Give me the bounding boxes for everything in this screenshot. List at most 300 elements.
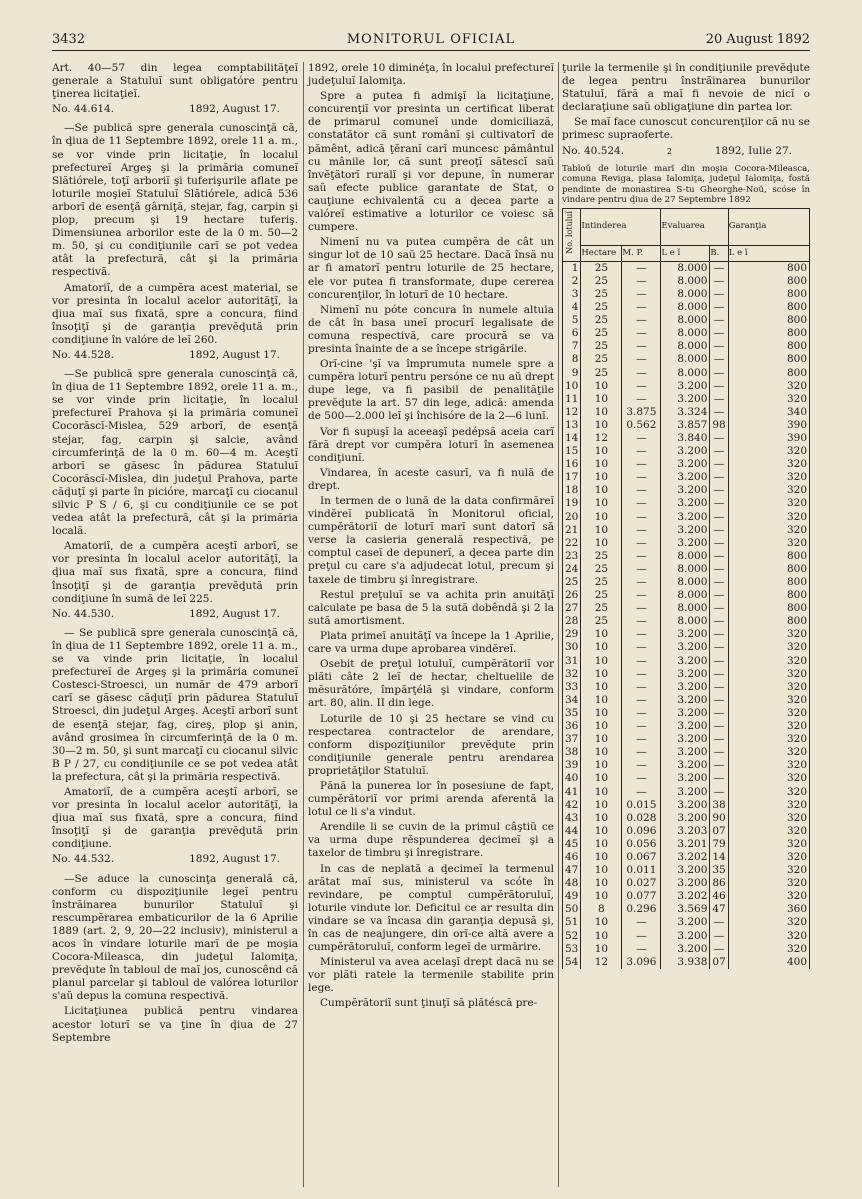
table-row [563, 602, 810, 615]
value-bani-cell: — [710, 655, 728, 668]
value-bani-cell: — [710, 746, 728, 759]
reference-date: 1892, Iulie 27. [714, 144, 792, 157]
value-bani-cell: — [710, 314, 728, 327]
table-row [563, 772, 810, 785]
lot-number-cell: 40 [563, 772, 581, 785]
value-bani-cell: — [710, 759, 728, 772]
lot-number-cell: 36 [563, 720, 581, 733]
paragraph: Plata primeĭ anuităţĭ va începe la 1 Aprilie, care va urma dupe aprobarea vindĕreĭ. [308, 629, 554, 656]
table-row [563, 746, 810, 759]
table-row [563, 786, 810, 799]
hectares-cell: 10 [581, 916, 622, 929]
value-bani-cell: — [710, 576, 728, 589]
value-lei-cell: 3.200 [661, 733, 710, 746]
value-lei-cell: 3.200 [661, 628, 710, 641]
guarantee-lei-cell: 320 [728, 668, 809, 681]
square-meters-cell: — [622, 641, 661, 654]
lot-number-cell: 32 [563, 668, 581, 681]
table-row [563, 799, 810, 812]
lot-number-cell: 11 [563, 393, 581, 406]
guarantee-lei-cell: 400 [728, 956, 809, 969]
guarantee-lei-cell: 320 [728, 916, 809, 929]
guarantee-lei-cell: 320 [728, 393, 809, 406]
lot-number-cell: 23 [563, 550, 581, 563]
table-row [563, 537, 810, 550]
guarantee-lei-cell: 390 [728, 419, 809, 432]
hectares-cell: 12 [581, 956, 622, 969]
area-header: Intinderea [581, 208, 661, 245]
table-row [563, 707, 810, 720]
square-meters-cell: — [622, 380, 661, 393]
value-bani-cell: — [710, 353, 728, 366]
lot-number-cell: 9 [563, 367, 581, 380]
value-lei-cell: 8.000 [661, 261, 710, 275]
paragraph: Nimenĭ nu va putea cumpĕra de cât un singur lot de 10 saŭ 25 hectare. Dacă însă nu ar fi amatorĭ pentru loturile de 25 hectare, ele vor putea fi transformate, dupe cererea concurenţilor, în loturĭ de 10 hectare. [308, 236, 554, 301]
guarantee-lei-cell: 320 [728, 851, 809, 864]
table-row [563, 511, 810, 524]
value-lei-cell: 3.201 [661, 838, 710, 851]
value-lei-cell: 3.840 [661, 432, 710, 445]
value-lei-cell: 3.200 [661, 943, 710, 956]
value-bani-cell: 07 [710, 956, 728, 969]
square-meters-cell: — [622, 327, 661, 340]
guarantee-lei-cell: 800 [728, 367, 809, 380]
hectares-cell: 10 [581, 380, 622, 393]
value-bani-cell: — [710, 537, 728, 550]
square-meters-cell: 0.096 [622, 825, 661, 838]
square-meters-cell: — [622, 602, 661, 615]
lot-number-cell: 4 [563, 301, 581, 314]
value-lei-cell: 3.938 [661, 956, 710, 969]
hectares-cell: 25 [581, 576, 622, 589]
paragraph: Pănă la punerea lor în posesiune de fapt, cumpĕrătoriĭ vor primi arenda aferentă la lotul ce li s'a vindut. [308, 779, 554, 819]
lot-number-cell: 2 [563, 275, 581, 288]
paragraph: —Se publică spre generala cunoscinţă că, în ḑiua de 11 Septembre 1892, orele 11 a. m., se vor vinde prin licitaţie, în localul prefectureĭ Prahova şi la primăria comuneĭ Cocorăscĭ-Mislea, 529 arborĭ, de esenţă stejar, fag, carpin şi salcie, având circumferinţă de la 0 m. 60—4 m. Aceştĭ arborĭ se găsesc în pădurea Statuluĭ Cocorăscĭ-Mislea, din judeţul Prahova, parte căḑuţĭ şi parte în picióre, marcaţĭ cu ciocanul silvic P S / 6, şi cu condiţiunile ce se pot vedea atât la prefectură, cât şi la primăria locală. [52, 368, 298, 538]
hectares-cell: 10 [581, 733, 622, 746]
value-lei-cell: 3.202 [661, 890, 710, 903]
table-row [563, 484, 810, 497]
paragraph: Arendile li se cuvin de la primul câştiŭ ce va urma dupe rĕspunderea ḑecimeĭ şi a taxelor de timbru şi înregistrare. [308, 821, 554, 860]
table-row [563, 275, 810, 288]
lot-number-cell: 37 [563, 733, 581, 746]
lot-number-cell: 44 [563, 825, 581, 838]
value-lei-cell: 8.000 [661, 589, 710, 602]
guarantee-lei-cell: 320 [728, 838, 809, 851]
lot-number-cell: 14 [563, 432, 581, 445]
table-row [563, 497, 810, 510]
value-lei-cell: 8.000 [661, 576, 710, 589]
guarantee-lei-cell: 320 [728, 733, 809, 746]
value-lei-cell: 3.200 [661, 681, 710, 694]
value-bani-cell: — [710, 668, 728, 681]
guarantee-lei-cell: 320 [728, 720, 809, 733]
guarantee-lei-cell: 320 [728, 471, 809, 484]
lot-number-cell: 21 [563, 524, 581, 537]
lot-number-cell: 33 [563, 681, 581, 694]
hectares-cell: 25 [581, 550, 622, 563]
lot-number-cell: 25 [563, 576, 581, 589]
square-meters-cell: — [622, 275, 661, 288]
paragraph: ţurile la termenile şi în condiţiunile prevĕḑute de legea pentru înstrăinarea bunurilor Statuluĭ, fără a maĭ fi nevoie de nicĭ o declaraţiune saŭ obligaţiune din partea lor. [562, 62, 810, 114]
table-row [563, 327, 810, 340]
paragraph: Spre a putea fi admişĭ la licitaţiune, concurenţiĭ vor presinta un certificat liberat de primarul comuneĭ unde domiciliază, constatător că sunt românĭ şi cultivatorĭ de pămênt, adică ţĕranĭ carĭ muncesc pământul cu mânile lor, că sunt preoţĭ sătescĭ saŭ învĕţătorĭ ruralĭ şi vor depune, în numerar saŭ efecte publice garantate de Stat, o cauţiune echivalentă cu a ḑecea parte a valóreĭ estimative a loturilor ce voiesc să cumpere. [308, 90, 554, 234]
value-bani-cell: — [710, 524, 728, 537]
table-row [563, 628, 810, 641]
hectares-cell: 10 [581, 406, 622, 419]
table-row [563, 681, 810, 694]
issue-date: 20 August 1892 [705, 32, 810, 47]
value-bani-cell: — [710, 458, 728, 471]
paragraph: Amatoriĭ, de a cumpĕra acest material, se vor presinta în localul acelor autorităţĭ, la ḑiua maĭ sus fixată, spre a concura, fiind însoţiţĭ şi de garanţia prevĕḑută prin condiţiune în valóre de leĭ 260. [52, 281, 298, 346]
hectares-cell: 10 [581, 445, 622, 458]
hectares-cell: 10 [581, 864, 622, 877]
guarantee-lei-cell: 320 [728, 799, 809, 812]
table-row [563, 759, 810, 772]
hectares-cell: 10 [581, 943, 622, 956]
value-lei-cell: 3.200 [661, 930, 710, 943]
value-lei-cell: 3.200 [661, 786, 710, 799]
square-meters-cell: 0.056 [622, 838, 661, 851]
value-bani-cell: — [710, 720, 728, 733]
hectares-cell: 12 [581, 432, 622, 445]
value-lei-cell: 8.000 [661, 275, 710, 288]
square-meters-cell: 3.875 [622, 406, 661, 419]
lot-number-cell: 1 [563, 261, 581, 275]
guarantee-lei-cell: 800 [728, 314, 809, 327]
lots-table-body [563, 261, 810, 969]
value-lei-cell: 3.200 [661, 668, 710, 681]
value-bani-cell: — [710, 772, 728, 785]
square-meters-cell: — [622, 314, 661, 327]
guarantee-lei-cell: 320 [728, 786, 809, 799]
table-row [563, 471, 810, 484]
value-lei-cell: 8.000 [661, 615, 710, 628]
table-row [563, 261, 810, 275]
square-meters-cell: — [622, 393, 661, 406]
lot-number-cell: 16 [563, 458, 581, 471]
table-row [563, 314, 810, 327]
lots-table [562, 208, 810, 969]
hectares-cell: 10 [581, 759, 622, 772]
column-2 [308, 62, 554, 1013]
reference-number: No. 40.524. [562, 144, 625, 157]
hectares-cell: 10 [581, 786, 622, 799]
square-meters-cell: — [622, 916, 661, 929]
hectares-cell: 10 [581, 511, 622, 524]
guarantee-lei-cell: 320 [728, 759, 809, 772]
paragraph: Osebit de preţul lotuluĭ, cumpĕrătoriĭ vor plăti câte 2 leĭ de hectar, cheltuelile de mĕsurătóre, împărţélă şi vindare, conform art. 80, alin. II din lege. [308, 658, 554, 710]
guarantee-lei-cell: 800 [728, 602, 809, 615]
square-meters-cell: — [622, 367, 661, 380]
reference-number: No. 44.532. [52, 853, 115, 866]
lot-number-cell: 28 [563, 615, 581, 628]
hectares-cell: 25 [581, 301, 622, 314]
square-meters-cell: 0.562 [622, 419, 661, 432]
square-meters-cell: — [622, 746, 661, 759]
guarantee-lei-cell: 320 [728, 655, 809, 668]
paragraph: —Se publică spre generala cunoscinţă că, în ḑiua de 11 Septembre 1892, orele 11 a. m., se vor vinde prin licitaţie, în localul prefectureĭ Argeş şi la primăria comuneĭ Slătiórele, toţĭ arboriĭ şi tuferişurile aflate pe loturile moşieĭ Statuluĭ Slătiórele, adică 536 arborĭ de esenţă gârniţă, stejar, fag, carpin şi plop, precum şi 19 hectare tuferiş. Dimensiunea arborilor este de la 0 m. 50—2 m. 50, şi cu condiţiunile carĭ se pot vedea atât la prefectură, cât şi la primăria respectivă. [52, 122, 298, 279]
guarantee-lei-cell: 800 [728, 275, 809, 288]
hectares-cell: 25 [581, 275, 622, 288]
table-row [563, 406, 810, 419]
hectares-cell: 25 [581, 589, 622, 602]
table-row [563, 288, 810, 301]
square-meters-cell: 0.296 [622, 903, 661, 916]
paragraph: Nimenĭ nu póte concura în numele altuia de cât în basa uneĭ procurĭ legalisate de comuna respectivă, care procură se va presinta înainte de a se începe strigările. [308, 303, 554, 355]
value-bani-cell: 47 [710, 903, 728, 916]
square-meters-cell: — [622, 707, 661, 720]
guarantee-lei-cell: 800 [728, 261, 809, 275]
lot-number-cell: 38 [563, 746, 581, 759]
hectares-cell: 25 [581, 327, 622, 340]
hectares-cell: 10 [581, 471, 622, 484]
hectares-cell: 10 [581, 641, 622, 654]
value-lei-cell: 8.000 [661, 340, 710, 353]
value-lei-cell: 3.200 [661, 380, 710, 393]
square-meters-cell: — [622, 288, 661, 301]
guarantee-lei-cell: 800 [728, 563, 809, 576]
lot-number-cell: 51 [563, 916, 581, 929]
guarantee-lei-cell: 800 [728, 327, 809, 340]
guarantee-lei-cell: 320 [728, 772, 809, 785]
square-meters-cell: — [622, 655, 661, 668]
paragraph: Art. 40—57 din legea comptabilităţeĭ generale a Statuluĭ sunt obligatóre pentru ţinerea licitaţieĭ. [52, 62, 298, 101]
hectares-cell: 10 [581, 628, 622, 641]
hectares-cell: 10 [581, 707, 622, 720]
table-row [563, 655, 810, 668]
table-row [563, 943, 810, 956]
square-meters-cell: 0.011 [622, 864, 661, 877]
value-lei-cell: 3.200 [661, 746, 710, 759]
table-row [563, 393, 810, 406]
table-row [563, 445, 810, 458]
guarantee-lei-cell: 320 [728, 864, 809, 877]
value-lei-cell: 3.200 [661, 445, 710, 458]
square-meters-cell: 0.067 [622, 851, 661, 864]
reference-date: 1892, August 17. [189, 607, 280, 620]
guarantee-lei-cell: 340 [728, 406, 809, 419]
lot-number-cell: 26 [563, 589, 581, 602]
hectares-cell: 10 [581, 799, 622, 812]
lot-number-cell: 22 [563, 537, 581, 550]
lot-number-cell: 35 [563, 707, 581, 720]
guarantee-lei-cell: 320 [728, 825, 809, 838]
paragraph: Orĭ-cine 'şĭ va împrumuta numele spre a cumpĕra loturĭ pentru persóne ce nu aŭ drept dupe lege, va fi pasibil de penalităţile prevĕḑute la art. 57 din lege, adică: amenda de 500—2.000 leĭ şi închisóre de la 2—6 lunĭ. [308, 358, 554, 423]
notice-reference [52, 103, 298, 116]
value-bani-cell: — [710, 380, 728, 393]
square-meters-cell: — [622, 484, 661, 497]
table-row [563, 733, 810, 746]
value-lei-cell: 3.200 [661, 484, 710, 497]
hectares-cell: 10 [581, 812, 622, 825]
lot-number-cell: 8 [563, 353, 581, 366]
value-bani-cell: — [710, 589, 728, 602]
guarantee-lei-cell: 320 [728, 445, 809, 458]
table-row [563, 419, 810, 432]
guarantee-lei-cell: 320 [728, 694, 809, 707]
value-bani-cell: 86 [710, 877, 728, 890]
square-meters-cell: — [622, 445, 661, 458]
hectares-cell: 10 [581, 537, 622, 550]
paragraph: Vindarea, în aceste casurĭ, va fi nulă de drept. [308, 466, 554, 492]
square-meters-cell: — [622, 930, 661, 943]
guarantee-header: Garanţia [728, 208, 809, 245]
square-meters-cell: — [622, 550, 661, 563]
guarantee-lei-cell: 320 [728, 497, 809, 510]
square-meters-cell: — [622, 340, 661, 353]
value-bani-cell: — [710, 261, 728, 275]
table-row [563, 301, 810, 314]
table-row [563, 668, 810, 681]
column-divider [558, 62, 559, 1187]
hectares-cell: 25 [581, 615, 622, 628]
value-bani-cell: — [710, 916, 728, 929]
value-bani-cell: — [710, 445, 728, 458]
value-lei-cell: 3.200 [661, 759, 710, 772]
lot-number-cell: 18 [563, 484, 581, 497]
hectares-cell: 10 [581, 655, 622, 668]
hectares-cell: 10 [581, 484, 622, 497]
lot-number-header: No. lotuluĭ [563, 208, 581, 261]
lot-number-cell: 27 [563, 602, 581, 615]
page-header [52, 28, 810, 51]
hectares-cell: 10 [581, 772, 622, 785]
value-lei-cell: 8.000 [661, 367, 710, 380]
table-row [563, 380, 810, 393]
value-bani-cell: — [710, 930, 728, 943]
hectares-cell: 10 [581, 851, 622, 864]
guarantee-lei-cell: 320 [728, 511, 809, 524]
hectares-cell: 25 [581, 261, 622, 275]
guarantee-lei-cell: 320 [728, 681, 809, 694]
table-row [563, 877, 810, 890]
guarantee-lei-cell: 320 [728, 890, 809, 903]
hectare-header: Hectare [581, 245, 622, 261]
value-bani-cell: — [710, 943, 728, 956]
value-bani-cell: 46 [710, 890, 728, 903]
guarantee-lei-cell: 320 [728, 707, 809, 720]
lei-header: L e ĭ [661, 245, 710, 261]
guarantee-lei-cell: 320 [728, 484, 809, 497]
paragraph: Cumpĕrătoriĭ sunt ţinuţĭ să plătéscă pre- [320, 997, 538, 1010]
value-lei-cell: 8.000 [661, 563, 710, 576]
value-bani-cell: — [710, 340, 728, 353]
table-row [563, 720, 810, 733]
guarantee-lei-cell: 800 [728, 353, 809, 366]
value-bani-cell: — [710, 301, 728, 314]
lot-number-cell: 29 [563, 628, 581, 641]
value-bani-cell: — [710, 707, 728, 720]
table-row [563, 641, 810, 654]
value-bani-cell: — [710, 786, 728, 799]
value-lei-cell: 8.000 [661, 301, 710, 314]
table-row [563, 930, 810, 943]
square-meters-cell: — [622, 720, 661, 733]
notice-reference [52, 349, 298, 362]
value-lei-cell: 3.203 [661, 825, 710, 838]
value-bani-cell: 07 [710, 825, 728, 838]
guarantee-lei-cell: 800 [728, 589, 809, 602]
hectares-cell: 10 [581, 393, 622, 406]
hectares-cell: 25 [581, 563, 622, 576]
value-lei-cell: 8.000 [661, 602, 710, 615]
square-meters-cell: — [622, 524, 661, 537]
value-bani-cell: — [710, 471, 728, 484]
guarantee-lei-cell: 320 [728, 458, 809, 471]
square-meters-cell: — [622, 733, 661, 746]
column-3 [562, 62, 810, 969]
table-row [563, 825, 810, 838]
hectares-cell: 10 [581, 681, 622, 694]
square-meters-cell: — [622, 668, 661, 681]
square-meters-cell: 0.027 [622, 877, 661, 890]
lot-number-cell: 7 [563, 340, 581, 353]
table-row [563, 353, 810, 366]
guarantee-lei-cell: 320 [728, 746, 809, 759]
value-lei-cell: 3.200 [661, 471, 710, 484]
lot-number-cell: 46 [563, 851, 581, 864]
square-meters-cell: 3.096 [622, 956, 661, 969]
square-meters-cell: — [622, 563, 661, 576]
value-bani-cell: — [710, 550, 728, 563]
guarantee-lei-cell: 800 [728, 288, 809, 301]
value-bani-cell: — [710, 681, 728, 694]
lot-number-cell: 34 [563, 694, 581, 707]
lot-number-cell: 31 [563, 655, 581, 668]
value-header: Evaluarea [661, 208, 728, 245]
hectares-cell: 10 [581, 877, 622, 890]
hectares-cell: 25 [581, 314, 622, 327]
table-row [563, 694, 810, 707]
table-row [563, 956, 810, 969]
reference-number: No. 44.528. [52, 348, 115, 361]
value-bani-cell: — [710, 563, 728, 576]
square-meters-cell: — [622, 681, 661, 694]
paragraph: —Se aduce la cunoscinţa generală că, conform cu dispoziţiunile legeĭ pentru înstrăinarea bunurilor Statuluĭ şi rescumpĕrarea embaticurilor de la 6 Aprilie 1889 (art. 2, 9, 20—22 inclusiv), ministerul a acos în vindare loturile marĭ de pe moşia Cocora-Mileasca, din judeţul Ialomiţa, prevĕḑute în tabloul de maĭ jos, cunoscênd că planul parcelar şi tabloul de valórea loturilor s'aŭ depus la comuna respectivă. [52, 872, 298, 1003]
mp-header: M. P. [622, 245, 661, 261]
table-row [563, 550, 810, 563]
square-meters-cell: 0.077 [622, 890, 661, 903]
reference-number: No. 44.614. [52, 103, 115, 116]
guarantee-lei-cell: 320 [728, 812, 809, 825]
value-lei-cell: 3.200 [661, 393, 710, 406]
hectares-cell: 10 [581, 497, 622, 510]
value-lei-cell: 3.200 [661, 537, 710, 550]
hectares-cell: 10 [581, 694, 622, 707]
value-lei-cell: 3.200 [661, 641, 710, 654]
value-lei-cell: 3.569 [661, 903, 710, 916]
value-bani-cell: — [710, 327, 728, 340]
lot-number-cell: 10 [563, 380, 581, 393]
table-row [563, 589, 810, 602]
paragraph: Amatoriĭ, de a cumpĕra aceştĭ arborĭ, se vor presinta în localul acelor autorităţĭ, la ḑiua maĭ sus fixată, spre a concura, fiind însoţiţĭ şi de garanţia prevĕḑută prin condiţiune în sumă de leĭ 225. [52, 540, 298, 605]
square-meters-cell: — [622, 471, 661, 484]
value-lei-cell: 8.000 [661, 353, 710, 366]
guarantee-lei-cell: 320 [728, 943, 809, 956]
lot-number-cell: 54 [563, 956, 581, 969]
value-bani-cell: — [710, 393, 728, 406]
value-bani-cell: 98 [710, 419, 728, 432]
lot-number-cell: 24 [563, 563, 581, 576]
reference-date: 1892, August 17. [189, 853, 280, 866]
lot-number-cell: 42 [563, 799, 581, 812]
value-lei-cell: 3.200 [661, 655, 710, 668]
value-bani-cell: — [710, 497, 728, 510]
page-number: 3432 [52, 32, 86, 47]
table-row [563, 838, 810, 851]
notice-reference [52, 608, 298, 621]
guarantee-lei-cell: 800 [728, 550, 809, 563]
